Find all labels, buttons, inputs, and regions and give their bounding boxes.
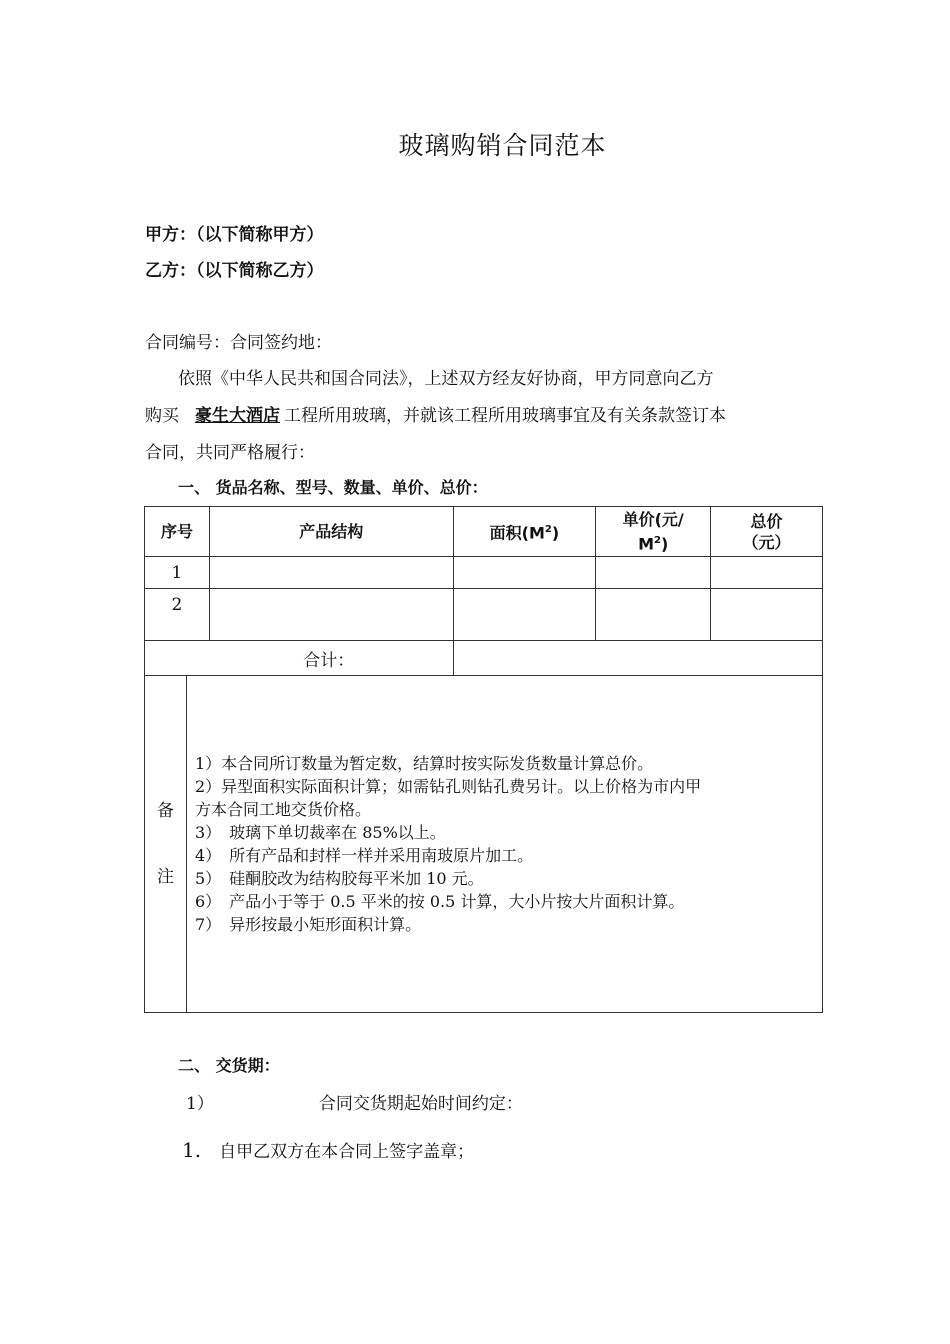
intro-prefix: 购买 <box>145 406 179 426</box>
section-1-heading: 一、 货品名称、型号、数量、单价、总价： <box>178 478 488 497</box>
row-cell <box>209 589 453 641</box>
row-cell <box>596 589 711 641</box>
note-item: 7） 异形按最小矩形面积计算。 <box>194 915 422 934</box>
party-b: 乙方：（以下简称乙方） <box>145 261 324 281</box>
delivery-item-1-text: 合同交货期起始时间约定： <box>318 1094 523 1114</box>
row-cell <box>209 557 453 589</box>
table-row <box>145 589 823 641</box>
sum-row <box>145 641 823 676</box>
intro-suffix: 工程所用玻璃，并就该工程所用玻璃事宜及有关条款签订本 <box>284 406 726 426</box>
contract-info: 合同编号：合同签约地： <box>145 333 332 353</box>
row-seq: 1 <box>145 557 210 589</box>
intro-line-3: 合同，共同严格履行： <box>145 443 315 463</box>
delivery-sub-number: 1. <box>182 1138 202 1162</box>
table-row <box>145 557 823 589</box>
note-item: 2）异型面积实际面积计算；如需钻孔则钻孔费另计。以上价格为市内甲 <box>194 777 702 796</box>
row-cell <box>711 557 823 589</box>
note-item: 5） 硅酮胶改为结构胶每平米加 10 元。 <box>194 869 484 888</box>
header-seq: 序号 <box>145 507 210 557</box>
note-item: 6） 产品小于等于 0.5 平米的按 0.5 计算，大小片按大片面积计算。 <box>194 892 685 911</box>
header-product: 产品结构 <box>209 507 453 557</box>
note-item: 4） 所有产品和封样一样并采用南玻原片加工。 <box>194 846 534 865</box>
delivery-sub-text: 自甲乙双方在本合同上签字盖章； <box>219 1142 475 1162</box>
party-a: 甲方：（以下简称甲方） <box>145 225 324 245</box>
note-item: 1）本合同所订数量为暂定数，结算时按实际发货数量计算总价。 <box>194 754 654 773</box>
goods-table <box>144 506 823 1013</box>
remarks-row <box>145 676 823 1013</box>
row-cell <box>711 589 823 641</box>
header-unit-price: 单价(元/ $M^2$) <box>596 507 711 557</box>
header-total: 总价 （元） <box>711 507 823 557</box>
sum-label: 合计： <box>145 641 454 676</box>
intro-line-1: 依照《中华人民共和国合同法》，上述双方经友好协商，甲方同意向乙方 <box>178 369 714 389</box>
table-header-row <box>145 507 823 557</box>
section-2-heading: 二、 交货期： <box>178 1056 280 1075</box>
delivery-item-1-number: 1） <box>186 1094 214 1114</box>
note-item: 方本合同工地交货价格。 <box>194 800 371 819</box>
delivery-sub-item <box>182 1137 474 1162</box>
row-seq: 2 <box>145 589 210 641</box>
project-name: 豪生大酒店 <box>195 406 280 426</box>
row-cell <box>596 557 711 589</box>
row-cell <box>453 557 596 589</box>
note-item: 3） 玻璃下单切裁率在 85%以上。 <box>194 823 446 842</box>
delivery-item-1 <box>186 1089 523 1114</box>
header-area: 面积$(M^2)$ <box>453 507 596 557</box>
sum-value <box>453 641 822 676</box>
row-cell <box>453 589 596 641</box>
intro-line-2 <box>145 401 726 426</box>
remarks-notes <box>186 676 822 1013</box>
remarks-label: 备 注 <box>145 676 187 1013</box>
document-title: 玻璃购销合同范本 <box>398 131 607 160</box>
